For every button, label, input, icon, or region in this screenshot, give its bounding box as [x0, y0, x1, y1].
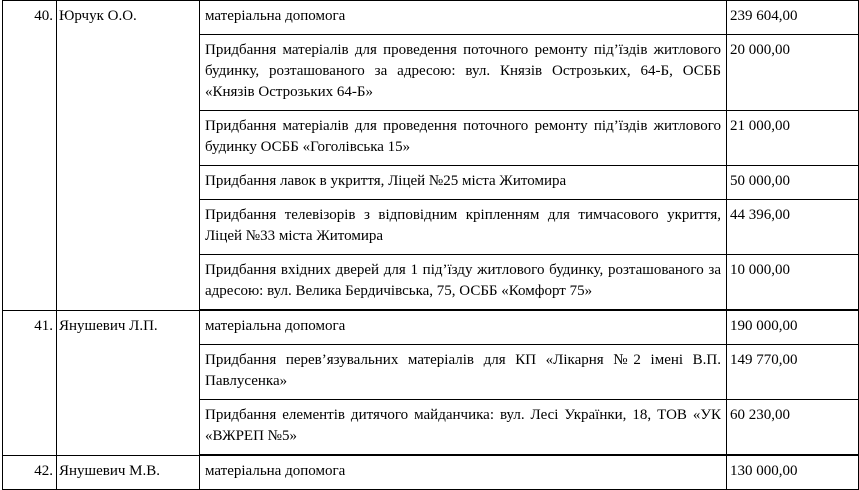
- item-description: Придбання перев’язувальних матеріалів для КП «Лікарня №2 імені В.П. Павлусенка»: [200, 345, 727, 400]
- row-number: 40.: [3, 1, 57, 311]
- item-amount: 21 000,00: [727, 111, 859, 166]
- item-description: Придбання лавок в укриття, Ліцей №25 міста Житомира: [200, 166, 727, 200]
- item-description: Придбання вхідних дверей для 1 під’їзду житлового будинку, розташованого за адресою: вул. Велика Бердичівська, 75, ОСББ «Комфорт 75»: [200, 255, 727, 311]
- item-amount: 130 000,00: [727, 455, 859, 490]
- item-amount: 190 000,00: [727, 310, 859, 345]
- item-amount: 149 770,00: [727, 345, 859, 400]
- recipient-name: Янушевич Л.П.: [57, 310, 200, 455]
- item-description: матеріальна допомога: [200, 310, 727, 345]
- table-row: [3, 455, 859, 490]
- item-description: Придбання телевізорів з відповідним кріпленням для тимчасового укриття, Ліцей №33 міста Житомира: [200, 200, 727, 255]
- item-amount: 50 000,00: [727, 166, 859, 200]
- allocation-table: [2, 0, 859, 490]
- recipient-name: Юрчук О.О.: [57, 1, 200, 311]
- item-amount: 60 230,00: [727, 400, 859, 456]
- item-description: Придбання матеріалів для проведення поточного ремонту під’їздів житлового будинку, розташованого за адресою: вул. Князів Острозьких, 64-Б, ОСББ «Князів Острозьких 64-Б»: [200, 35, 727, 111]
- item-description: Придбання матеріалів для проведення поточного ремонту під’їздів житлового будинку ОСББ «Гоголівська 15»: [200, 111, 727, 166]
- item-amount: 44 396,00: [727, 200, 859, 255]
- row-number: 42.: [3, 455, 57, 490]
- recipient-name: Янушевич М.В.: [57, 455, 200, 490]
- item-description: матеріальна допомога: [200, 455, 727, 490]
- item-amount: 239 604,00: [727, 1, 859, 35]
- item-description: матеріальна допомога: [200, 1, 727, 35]
- table-row: [3, 1, 859, 35]
- table-row: [3, 310, 859, 345]
- item-amount: 10 000,00: [727, 255, 859, 311]
- row-number: 41.: [3, 310, 57, 455]
- item-description: Придбання елементів дитячого майданчика: вул. Лесі Українки, 18, ТОВ «УК «ВЖРЕП №5»: [200, 400, 727, 456]
- item-amount: 20 000,00: [727, 35, 859, 111]
